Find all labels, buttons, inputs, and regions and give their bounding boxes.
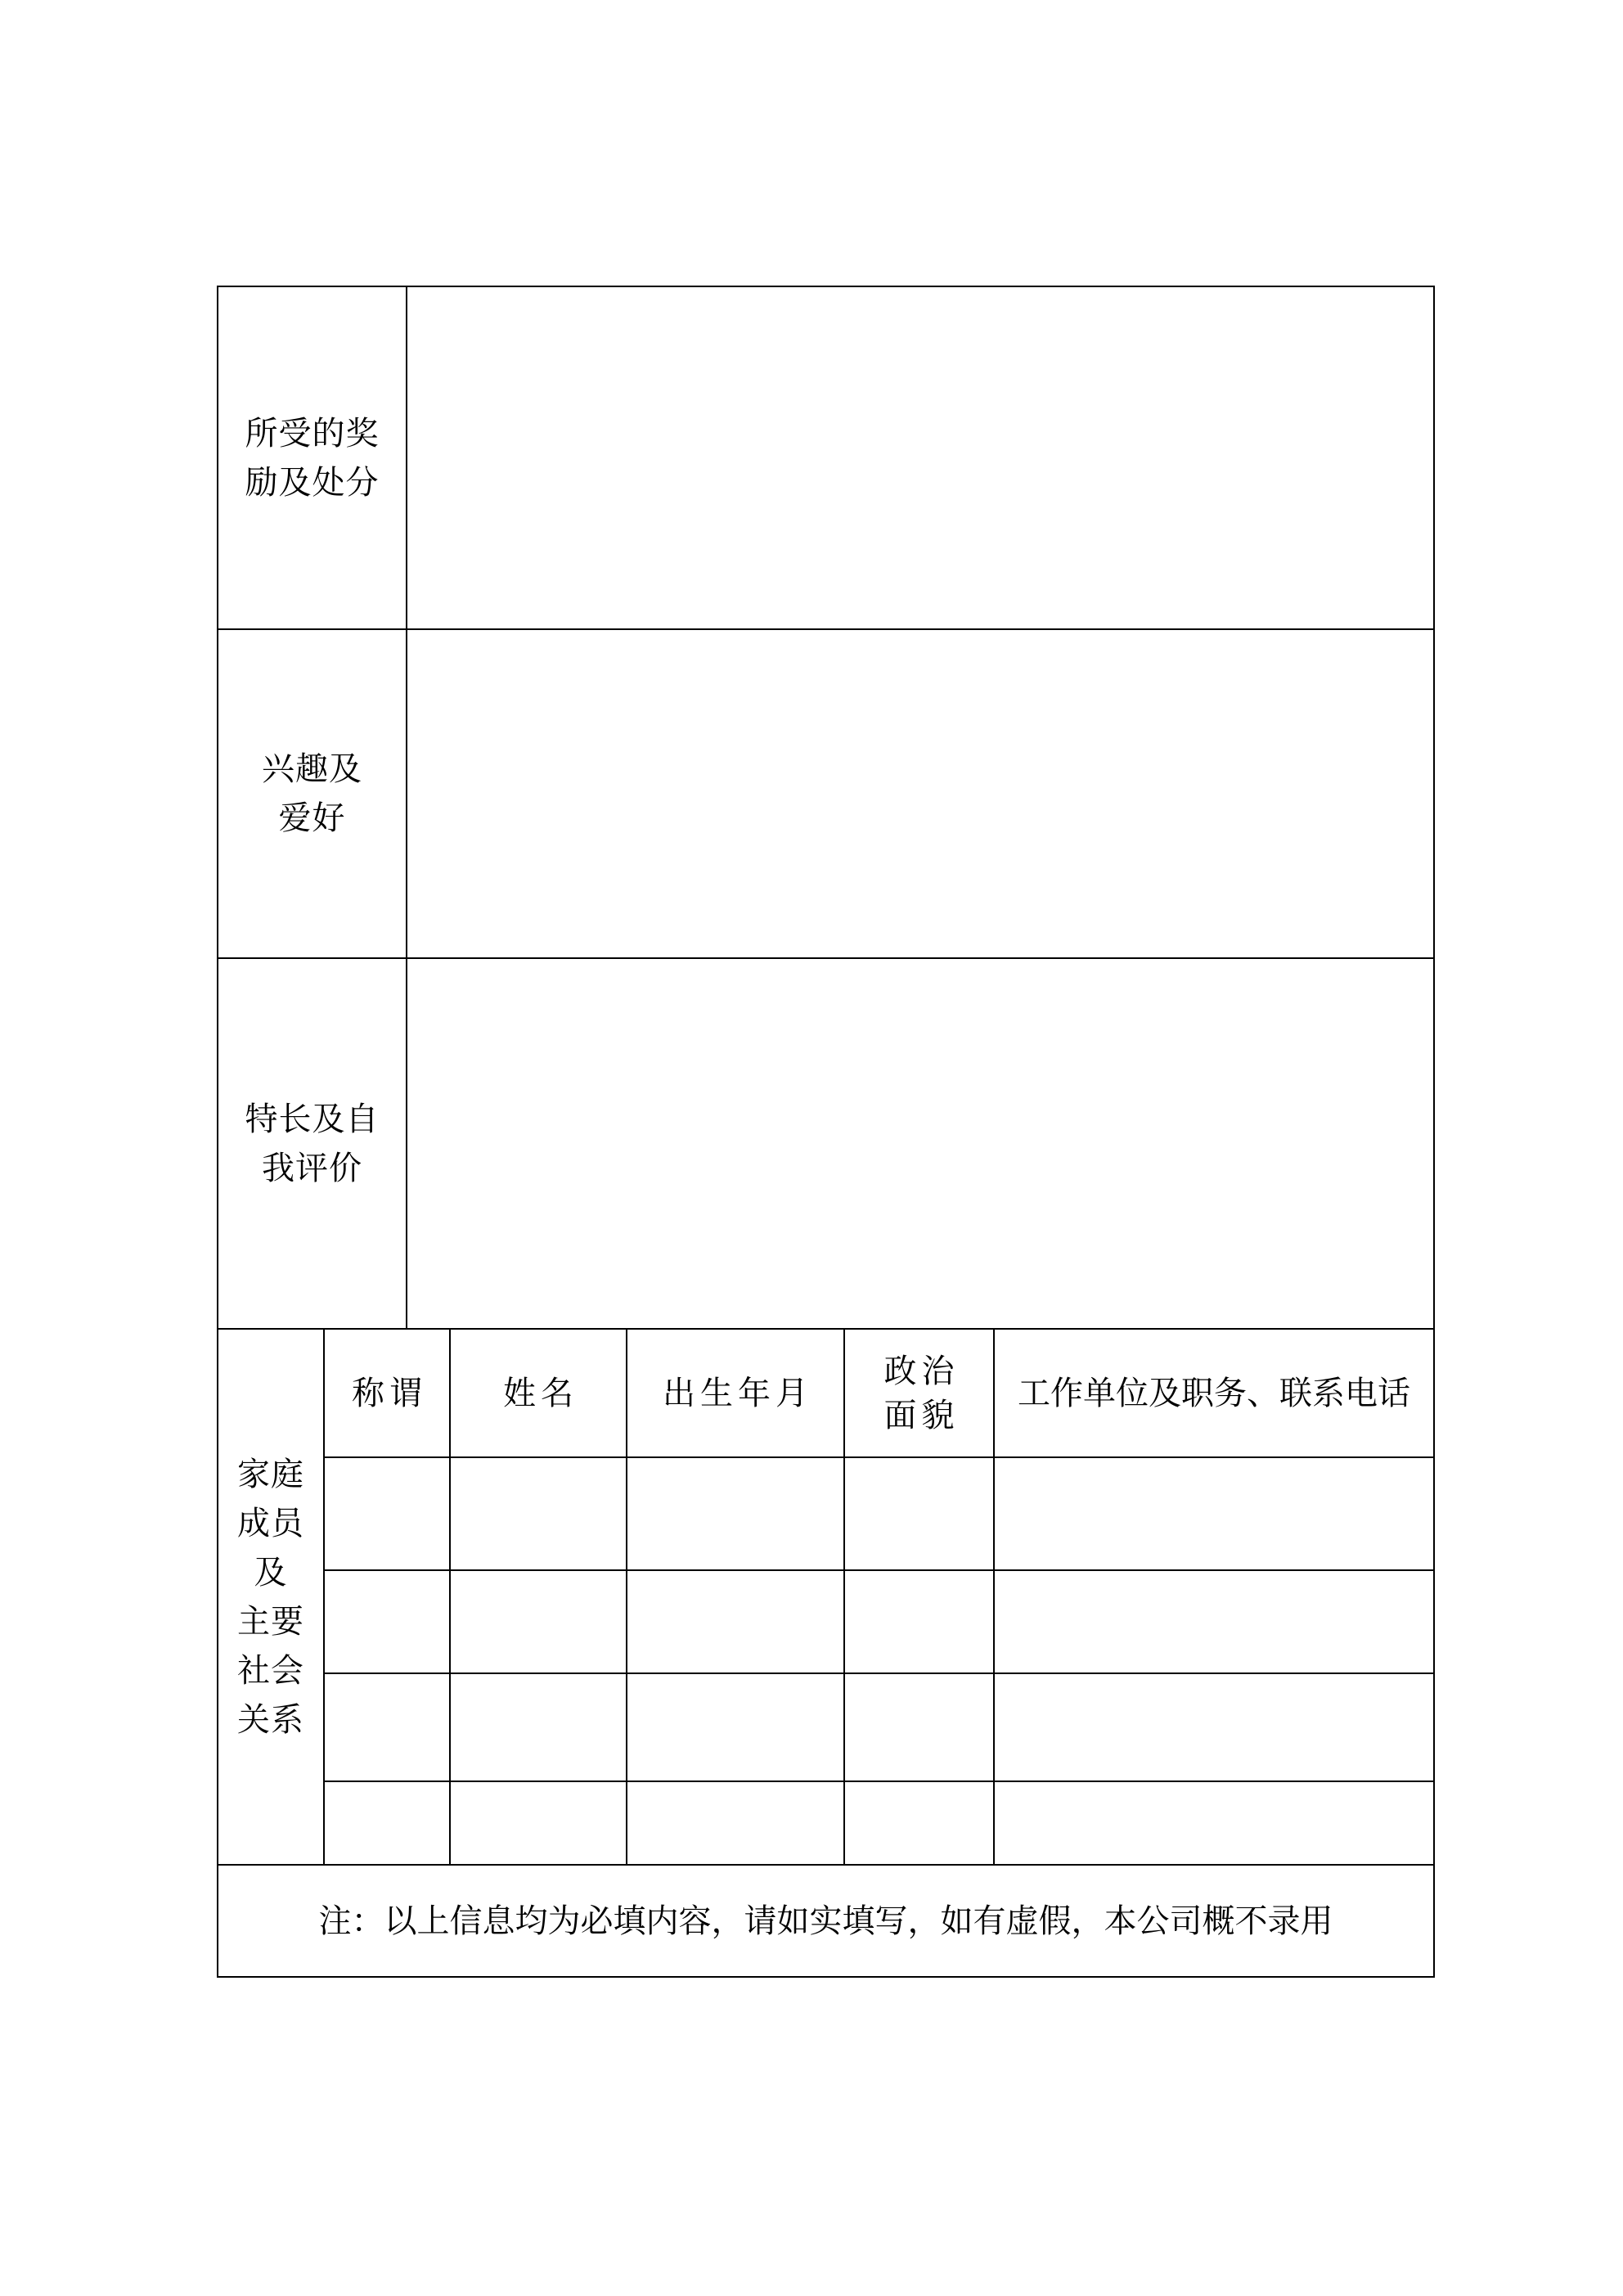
awards-label-line1: 所受的奖 [245,414,380,452]
family-row4-work-cell[interactable] [994,1781,1434,1865]
family-col-header-political-line1: 政治 [883,1352,960,1389]
family-row2-political-cell[interactable] [844,1570,994,1673]
family-row4-birth-cell[interactable] [627,1781,844,1865]
awards-row [218,286,1434,629]
interests-label-line1: 兴趣及 [262,750,362,787]
awards-input-cell[interactable] [407,286,1434,629]
family-member-row-2 [218,1570,1434,1673]
family-member-row-3 [218,1673,1434,1781]
family-label [218,1329,324,1865]
selfeval-row [218,958,1434,1329]
family-row2-title-cell[interactable] [324,1570,450,1673]
family-row3-political-cell[interactable] [844,1673,994,1781]
family-label-line6: 关系 [237,1700,304,1738]
family-row1-political-cell[interactable] [844,1457,994,1570]
family-label-line4: 主要 [237,1602,304,1640]
family-member-row-4 [218,1781,1434,1865]
family-label-line3: 及 [254,1553,288,1591]
family-row2-birth-cell[interactable] [627,1570,844,1673]
selfeval-label-line1: 特长及自 [245,1100,380,1137]
family-col-header-name: 姓名 [450,1329,627,1457]
family-row4-name-cell[interactable] [450,1781,627,1865]
family-row3-title-cell[interactable] [324,1673,450,1781]
family-col-header-political-line2: 面貌 [883,1396,960,1434]
family-row1-work-cell[interactable] [994,1457,1434,1570]
note-row [218,1865,1434,1977]
interests-label [218,629,407,958]
family-col-header-title: 称谓 [324,1329,450,1457]
awards-label-line2: 励及处分 [245,463,380,501]
family-row1-title-cell[interactable] [324,1457,450,1570]
selfeval-input-cell[interactable] [407,958,1434,1329]
selfeval-label-line2: 我评价 [262,1149,362,1186]
interests-input-cell[interactable] [407,629,1434,958]
family-row4-political-cell[interactable] [844,1781,994,1865]
interests-label-line2: 爱好 [278,799,346,836]
family-row1-name-cell[interactable] [450,1457,627,1570]
family-row3-name-cell[interactable] [450,1673,627,1781]
family-member-row-1 [218,1457,1434,1570]
family-row2-name-cell[interactable] [450,1570,627,1673]
note-text: 注：以上信息均为必填内容，请如实填写，如有虚假，本公司概不录用 [218,1865,1434,1977]
family-header-row [218,1329,1434,1457]
family-row3-birth-cell[interactable] [627,1673,844,1781]
family-row3-work-cell[interactable] [994,1673,1434,1781]
resume-form-table [217,286,1435,1978]
family-row1-birth-cell[interactable] [627,1457,844,1570]
awards-label [218,286,407,629]
interests-row [218,629,1434,958]
family-row2-work-cell[interactable] [994,1570,1434,1673]
selfeval-label [218,958,407,1329]
family-col-header-birth: 出生年月 [627,1329,844,1457]
family-label-line1: 家庭 [237,1455,304,1492]
family-label-line5: 社会 [237,1651,304,1689]
family-col-header-political [844,1329,994,1457]
family-row4-title-cell[interactable] [324,1781,450,1865]
family-col-header-work: 工作单位及职务、联系电话 [994,1329,1434,1457]
family-label-line2: 成员 [237,1504,304,1542]
